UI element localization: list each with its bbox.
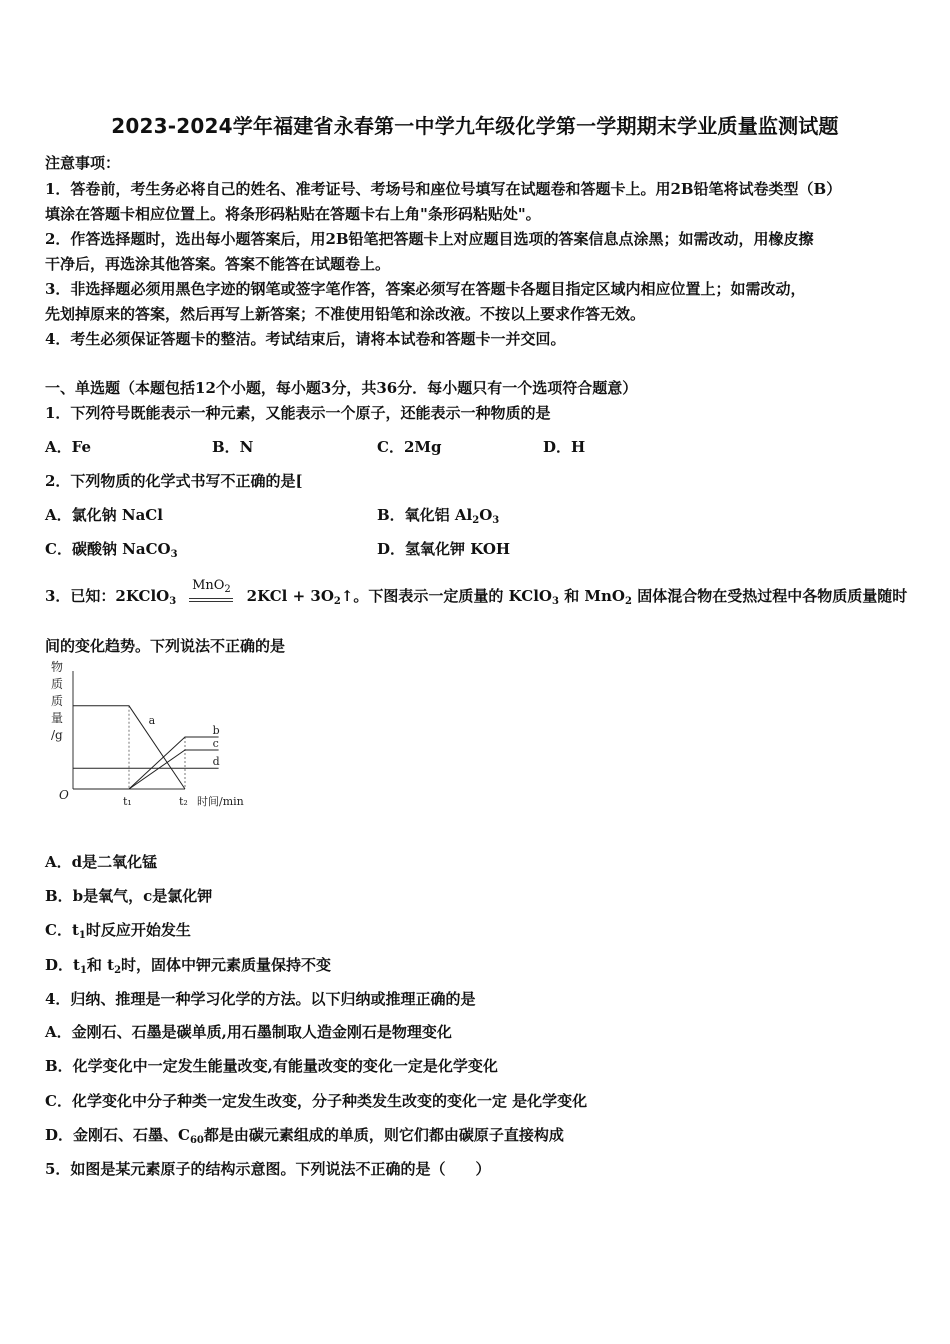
series-label-d: d [212,755,220,769]
q4-option-c: C．化学变化中分子种类一定发生改变，分子种类发生改变的变化一定 是化学变化 [45,1092,588,1110]
series-label-a: a [148,714,156,727]
q1-option-c: C．2Mg [377,438,442,456]
q3-option-c: C．$t_1$时反应开始发生 [45,921,191,941]
notice-line: 先划掉原来的答案，然后再写上新答案；不准使用铅笔和涂改液。不按以上要求作答无效。 [45,305,646,323]
mass-time-chart [45,655,245,810]
q4-option-d: D．金刚石、石墨、$C_{60}$都是由碳元素组成的单质，则它们都由碳原子直接构成 [45,1126,564,1146]
question-3-stem: 3．已知：2KClO$_3$ MnO$_2$ $2KCl + 3O_2↑$。下图表示一定质量的 KClO$_3$ 和 MnO$_2$ 固体混合物在受热过程中各物质质量随时 [45,578,908,607]
q3-option-d: D．$t_1$和 $t_2$时，固体中钾元素质量保持不变 [45,956,332,976]
q1-option-d: D．H [543,438,586,456]
series-label-c: c [212,737,219,750]
catalyst-arrow [189,579,233,602]
equals-sign [189,598,233,602]
x-axis-label: 时间/min [197,795,244,808]
q2-option-b: B．氧化铝 $Al_2O_3$ [377,506,500,526]
q1-option-a: A．Fe [45,438,92,456]
x-tick-label: t₁ [123,795,132,808]
q3-option-a: A．d是二氧化锰 [45,853,158,871]
notice-line: 2．作答选择题时，选出每小题答案后，用2B铅笔把答题卡上对应题目选项的答案信息点涂黑；如需改动，用橡皮擦 [45,230,814,248]
series-label-b: b [212,724,220,737]
notice-heading: 注意事项： [45,154,121,172]
notice-line: 4．考生必须保证答题卡的整洁。考试结束后，请将本试卷和答题卡一并交回。 [45,330,566,348]
y-axis-label-char: 质 [51,694,64,708]
q4-option-b: B．化学变化中一定发生能量改变,有能量改变的变化一定是化学变化 [45,1057,498,1075]
section-heading: 一、单选题（本题包括12个小题，每小题3分，共36分．每小题只有一个选项符合题意） [45,379,638,397]
series-line-b [73,737,219,789]
question-3-stem-line2: 间的变化趋势。下列说法不正确的是 [45,637,286,655]
series-line-c [73,750,219,789]
q2-option-a: A．氯化钠 NaCl [45,506,163,524]
y-axis-label-char: 物 [51,660,64,674]
x-tick-label: t₂ [179,795,188,808]
question-4-stem: 4．归纳、推理是一种学习化学的方法。以下归纳或推理正确的是 [45,990,476,1008]
notice-line: 填涂在答题卡相应位置上。将条形码粘贴在答题卡右上角"条形码粘贴处"。 [45,205,541,223]
question-1-stem: 1．下列符号既能表示一种元素，又能表示一个原子，还能表示一种物质的是 [45,404,551,422]
q3-option-b: B．b是氧气，c是氯化钾 [45,887,213,905]
q1-option-b: B．N [212,438,254,456]
y-axis-label-char: 量 [51,711,64,725]
notice-line: 干净后，再选涂其他答案。答案不能答在试题卷上。 [45,255,391,273]
notice-line: 1．答卷前，考生务必将自己的姓名、准考证号、考场号和座位号填写在试题卷和答题卡上。用2B铅笔将试卷类型（B） [45,180,842,198]
y-axis-label-char: 质 [51,677,64,691]
notice-line: 3．非选择题必须用黑色字迹的钢笔或签字笔作答，答案必须写在答题卡各题目指定区域内相应位置上；如需改动， [45,280,806,298]
page-title: 2023-2024学年福建省永春第一中学九年级化学第一学期期末学业质量监测试题 [111,114,839,138]
q2-option-d: D．氢氧化钾 KOH [377,540,511,558]
q2-option-c: C．碳酸钠 NaCO$_3$ [45,540,178,560]
question-5-stem: 5．如图是某元素原子的结构示意图。下列说法不正确的是（ ） [45,1160,491,1178]
q4-option-a: A．金刚石、石墨是碳单质,用石墨制取人造金刚石是物理变化 [45,1023,452,1041]
question-2-stem: 2．下列物质的化学式书写不正确的是[ [45,472,303,490]
y-axis-label-char: /g [51,728,63,742]
origin-label: O [59,788,69,802]
catalyst-label: MnO$_2$ [192,578,231,595]
